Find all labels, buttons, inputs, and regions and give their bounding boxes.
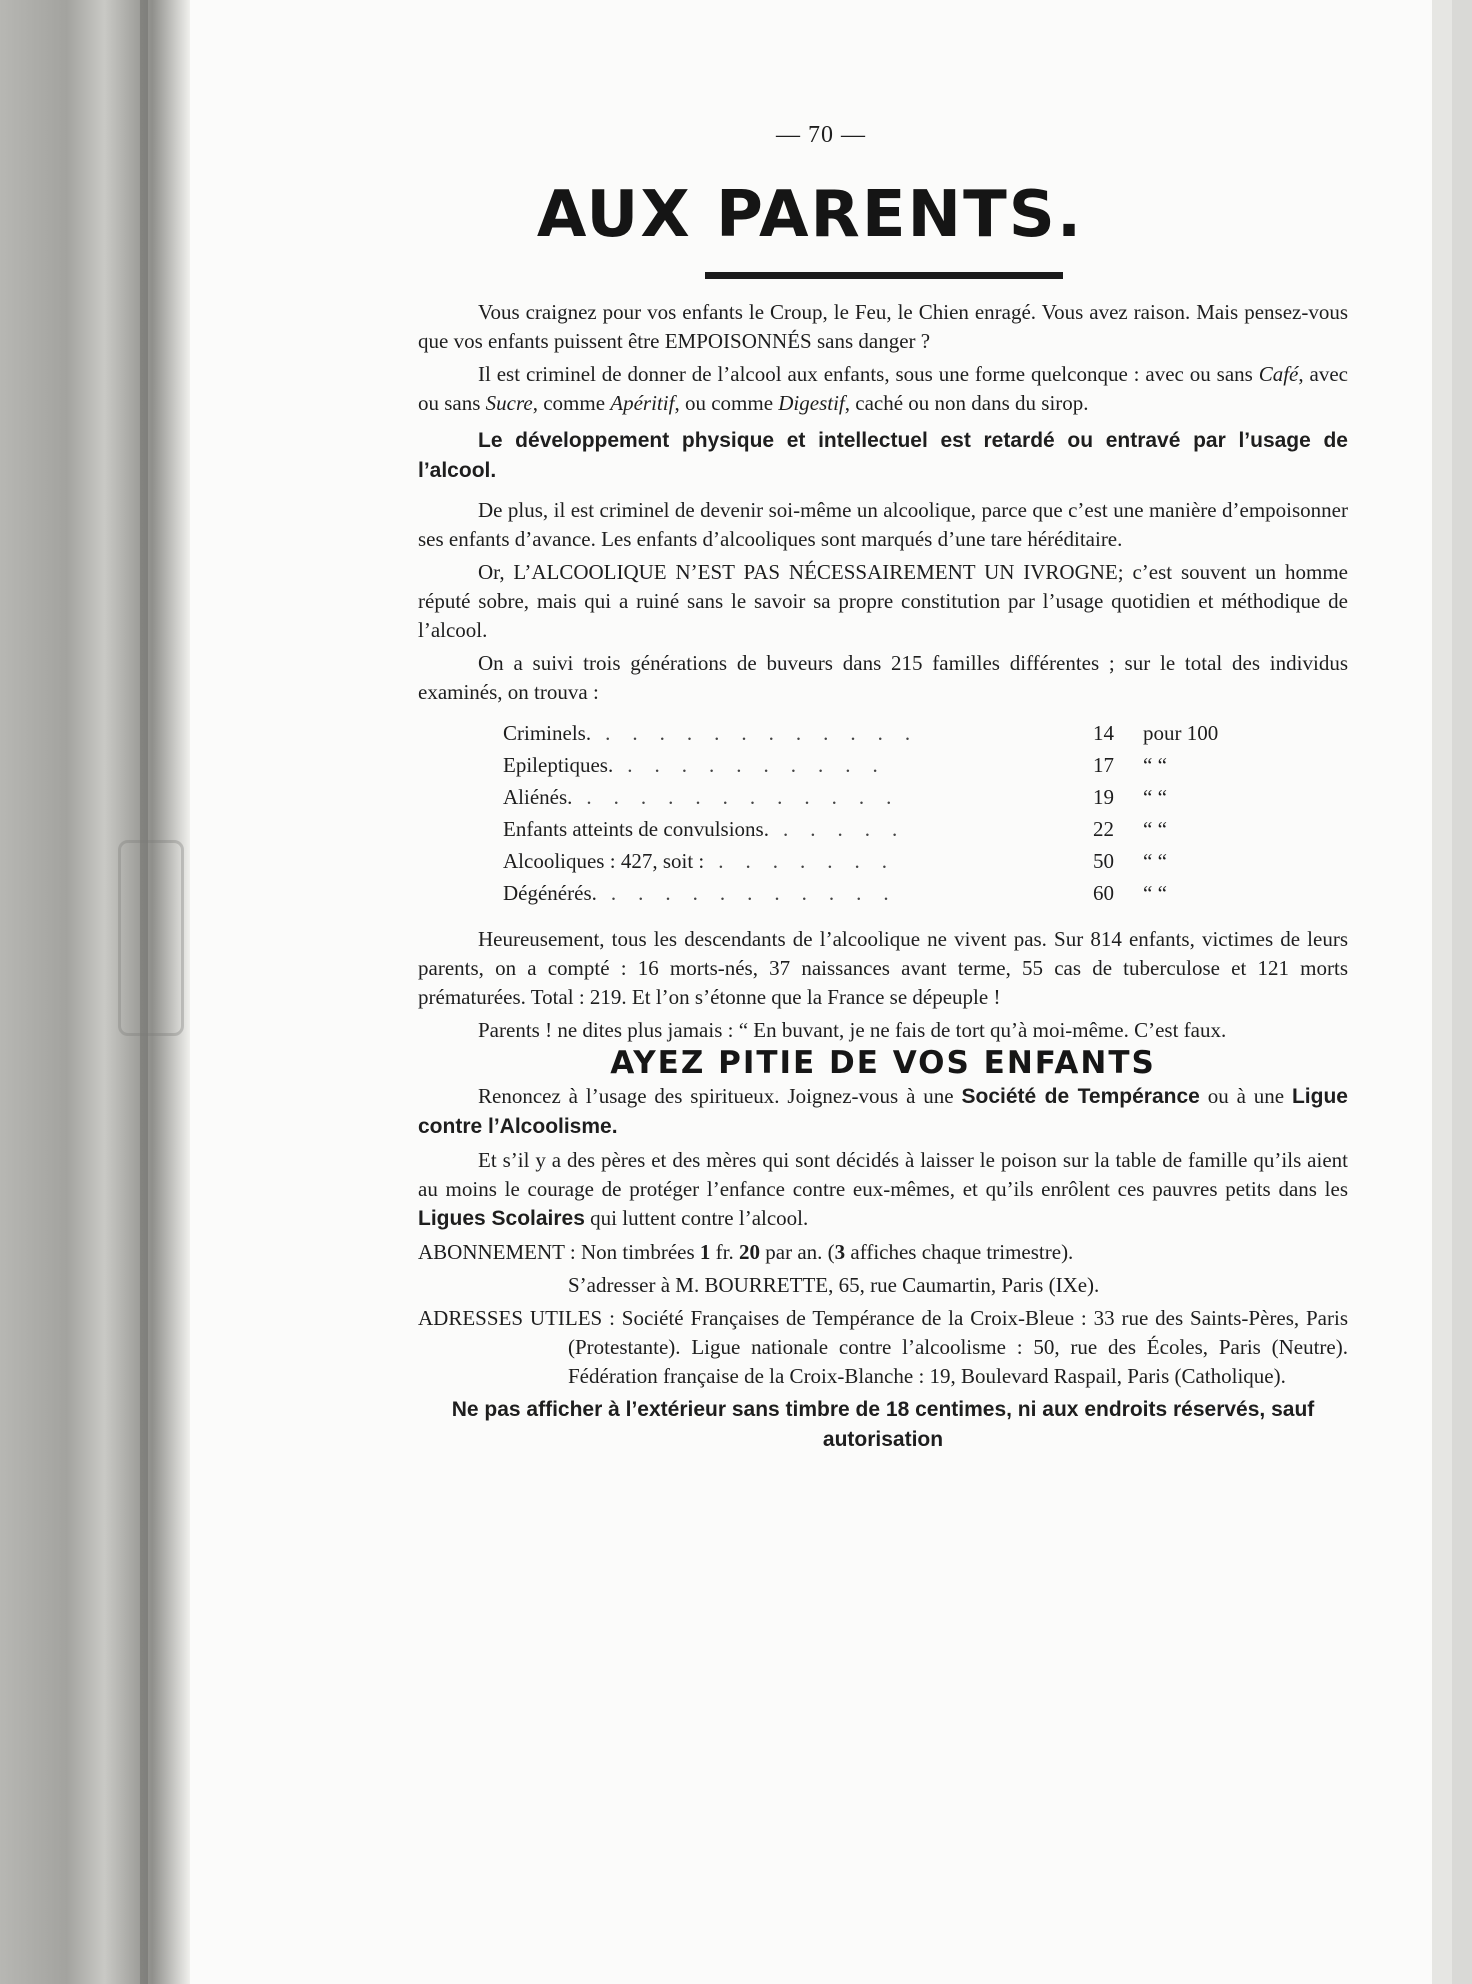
poster-count: 3 xyxy=(834,1240,846,1264)
result-label: Criminels. xyxy=(503,721,592,745)
text-fragment: par an. ( xyxy=(760,1240,835,1264)
bold-league: Ligue contre l’Alcoolisme. xyxy=(418,1085,1348,1138)
library-stamp xyxy=(118,840,184,1036)
result-row xyxy=(503,783,1283,815)
study-results-list xyxy=(503,719,1283,911)
page-number: — 70 — xyxy=(776,122,866,148)
paragraph-descendants: Heureusement, tous les descendants de l’alcoolique ne vivent pas. Sur 814 enfants, victimes de leurs parents, on a compté : 16 morts-nés, 37 naissances avant terme, 55 cas de tuberculose et 121 morts prématurées. Total : 219. Et l’on s’étonne que la France se dépeuple ! xyxy=(418,927,1348,1009)
result-unit: “ “ xyxy=(1143,849,1167,873)
result-unit: “ “ xyxy=(1143,881,1167,905)
paragraph-intro: Vous craignez pour vos enfants le Croup, le Feu, le Chien enragé. Vous avez raison. Mais pensez-vous que vos enfants puissent être EMPOISONNÉS sans danger ? xyxy=(418,300,1348,353)
text-fragment: fr. xyxy=(710,1240,739,1264)
bold-society: Société de Tempérance xyxy=(961,1085,1200,1108)
paragraph-development-warning: Le développement physique et intellectuel est retardé ou entravé par l’usage de l’alcool. xyxy=(418,429,1348,482)
text-fragment: Il est criminel de donner de l’alcool aux enfants, sous une forme quelconque : avec ou sans xyxy=(478,362,1259,386)
italic-digestif: Digestif xyxy=(778,391,845,415)
section-title: AYEZ PITIE DE VOS ENFANTS xyxy=(610,1045,1156,1081)
result-value: 60 xyxy=(1093,881,1114,905)
result-row xyxy=(503,815,1283,847)
subscription-info xyxy=(418,1238,1348,1267)
text-fragment: qui luttent contre l’alcool. xyxy=(584,1206,809,1230)
text-fragment: affiches chaque trimestre). xyxy=(845,1240,1074,1264)
paragraph-not-drunkard: Or, L’ALCOOLIQUE N’EST PAS NÉCESSAIREMENT UN IVROGNE; c’est souvent un homme réputé sobre, mais qui a ruiné sans le savoir sa propre constitution par l’usage quotidien et méthodique de l’alcool. xyxy=(418,560,1348,642)
result-row xyxy=(503,879,1283,911)
result-row xyxy=(503,751,1283,783)
bold-school-leagues: Ligues Scolaires xyxy=(418,1207,585,1230)
page-title: AUX PARENTS. xyxy=(536,178,1084,252)
paragraph-school-leagues xyxy=(418,1146,1348,1234)
title-underline xyxy=(705,272,1063,279)
posting-notice: Ne pas afficher à l’extérieur sans timbre de 18 centimes, ni aux endroits réservés, sauf autorisation xyxy=(451,1398,1315,1451)
result-value: 17 xyxy=(1093,753,1114,777)
result-label: Aliénés. xyxy=(503,785,573,809)
useful-addresses: ADRESSES UTILES : Société Françaises de Tempérance de la Croix-Bleue : 33 rue des Saints-Pères, Paris (Protestante). Ligue nationale contre l’alcoolisme : 50, rue des Écoles, Paris (Neutre). Fédération française de la Croix-Blanche : 19, Boulevard Raspail, Paris (Catholique). xyxy=(418,1306,1348,1388)
page xyxy=(190,0,1452,1984)
article-body xyxy=(418,298,1348,1459)
leader-dots: .......... xyxy=(627,753,900,777)
text-fragment: Et s’il y a des pères et des mères qui sont décidés à laisser le poison sur la table de famille qu’ils aient au moins le courage de protéger l’enfance contre eux-mêmes, et qu’ils enrôlent ces pauvres petits dans les xyxy=(418,1148,1348,1201)
paragraph-criminal-alcohol xyxy=(418,360,1348,418)
result-value: 14 xyxy=(1093,721,1114,745)
result-unit: “ “ xyxy=(1143,753,1167,777)
leader-dots: ....... xyxy=(718,849,909,873)
result-label: Epileptiques. xyxy=(503,753,614,777)
price-centimes: 20 xyxy=(739,1240,760,1264)
page-edge xyxy=(1432,0,1452,1984)
subscription-address: S’adresser à M. BOURRETTE, 65, rue Caumartin, Paris (IXe). xyxy=(568,1273,1100,1297)
leader-dots: ........... xyxy=(610,881,911,905)
leader-dots: ............ xyxy=(586,785,914,809)
paragraph-heredity: De plus, il est criminel de devenir soi-même un alcoolique, parce que c’est une manière d’empoisonner ses enfants d’avance. Les enfants d’alcooliques sont marqués d’une tare héréditaire. xyxy=(418,498,1348,551)
paragraph-renounce xyxy=(418,1082,1348,1142)
result-value: 19 xyxy=(1093,785,1114,809)
paragraph-parents-warning: Parents ! ne dites plus jamais : “ En buvant, je ne fais de tort qu’à moi-même. C’est faux. xyxy=(478,1018,1227,1042)
result-label: Dégénérés. xyxy=(503,881,597,905)
result-unit: pour 100 xyxy=(1143,721,1219,745)
result-row xyxy=(503,847,1283,879)
text-fragment: ou à une xyxy=(1199,1084,1292,1108)
price-francs: 1 xyxy=(699,1240,711,1264)
text-fragment: , avec ou sans xyxy=(418,362,1348,415)
result-label: Enfants atteints de convulsions. xyxy=(503,817,769,841)
leader-dots: ..... xyxy=(782,817,920,841)
text-fragment: , caché ou non dans du sirop. xyxy=(844,391,1089,415)
italic-sucre: Sucre xyxy=(485,391,533,415)
leader-dots: ............ xyxy=(605,721,933,745)
result-value: 22 xyxy=(1093,817,1114,841)
result-label: Alcooliques : 427, soit : xyxy=(503,849,705,873)
paragraph-study: On a suivi trois générations de buveurs dans 215 familles différentes ; sur le total des individus examinés, on trouva : xyxy=(418,651,1348,704)
text-fragment: , comme xyxy=(532,391,611,415)
text-fragment: Renoncez à l’usage des spiritueux. Joignez-vous à une xyxy=(478,1084,962,1108)
text-fragment: , ou comme xyxy=(674,391,779,415)
result-unit: “ “ xyxy=(1143,785,1167,809)
italic-cafe: Café xyxy=(1258,362,1299,386)
text-fragment: ABONNEMENT : Non timbrées xyxy=(418,1240,700,1264)
italic-aperitif: Apéritif xyxy=(610,391,675,415)
result-row xyxy=(503,719,1283,751)
result-unit: “ “ xyxy=(1143,817,1167,841)
result-value: 50 xyxy=(1093,849,1114,873)
